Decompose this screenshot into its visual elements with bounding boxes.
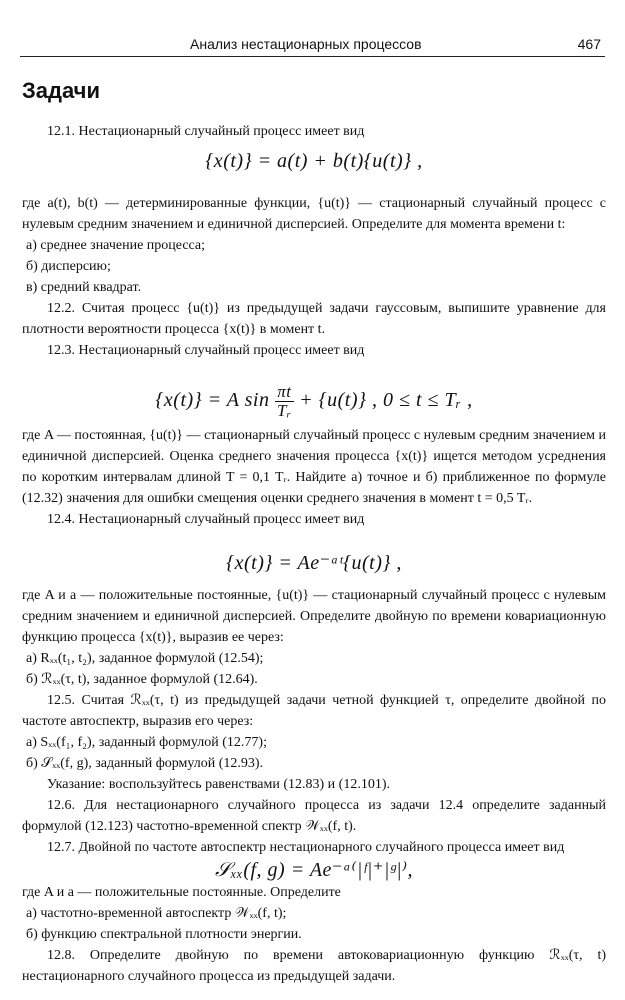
formula-12-3-denominator: Tᵣ bbox=[277, 401, 292, 420]
problem-12-2-text: 12.2. Считая процесс {u(t)} из предыдущей задачи гауссовым, выпишите уравнение для плотности вероятности процесса {x(t)} в момент t. bbox=[22, 301, 606, 337]
list-item: б) функцию спектральной плотности энергии. bbox=[26, 927, 302, 942]
formula-12-3-left: {x(t)} = A sin bbox=[155, 389, 270, 412]
list-item: б) 𝒮ₓₓ(f, g), заданный формулой (12.93). bbox=[26, 756, 264, 771]
problem-12-4-intro: 12.4. Нестационарный случайный процесс имеет вид bbox=[47, 512, 365, 527]
list-item: б) ℛₓₓ(τ, t), заданное формулой (12.64). bbox=[26, 672, 258, 687]
problem-12-3-text: где A — постоянная, {u(t)} — стационарный случайный процесс с нулевым средним значением и единичной дисперсией. Оценка среднего значения процесса {x(t)} ищется методом усреднения по коротким интервалам длиной T = 0,1 Tᵣ. Найдите а) точное и б) приближенное по формуле (12.32) значения для ошибки смещения оценки среднего значения в момент t = 0,5 Tᵣ. bbox=[22, 428, 606, 506]
formula-12-3-fraction bbox=[275, 383, 294, 420]
problem-12-7-body bbox=[22, 882, 606, 987]
formula-12-4: {x(t)} = Ae⁻ᵃᵗ{u(t)} , bbox=[226, 552, 402, 574]
formula-12-1: {x(t)} = a(t) + b(t){u(t)} , bbox=[205, 150, 423, 172]
problem-12-3-intro: 12.3. Нестационарный случайный процесс имеет вид bbox=[47, 343, 365, 358]
list-item: а) частотно-временной автоспектр 𝒲ₓₓ(f, t); bbox=[26, 906, 287, 921]
problem-12-4-text: где A и a — положительные постоянные, {u(t)} — стационарный случайный процесс с нулевым средним значением и единичной дисперсией. Определите двойную по времени ковариационную функцию процесса {x(t)}, выразив ее через: bbox=[22, 588, 606, 645]
running-head-title: Анализ нестационарных процессов bbox=[190, 36, 422, 52]
list-item: а) среднее значение процесса; bbox=[26, 238, 206, 253]
problem-12-1-body bbox=[22, 193, 606, 361]
problem-12-1-intro bbox=[22, 121, 606, 142]
list-item: а) Rₓₓ(t₁, t₂), заданное формулой (12.54); bbox=[26, 651, 264, 666]
list-item: в) средний квадрат. bbox=[26, 280, 142, 295]
running-head bbox=[20, 36, 605, 57]
problem-12-1-text: где a(t), b(t) — детерминированные функции, {u(t)} — стационарный случайный процесс с нулевым средним значением и единичной дисперсией. Определите для момента времени t: bbox=[22, 196, 606, 232]
page-number: 467 bbox=[577, 36, 601, 52]
problem-12-8-text: 12.8. Определите двойную по времени автоковариационную функцию ℛₓₓ(τ, t) нестационарного случайного процесса из предыдущей задачи. bbox=[22, 948, 606, 984]
list-item: б) дисперсию; bbox=[26, 259, 111, 274]
problem-12-3-body bbox=[22, 425, 606, 530]
formula-12-3-right: + {u(t)} , 0 ≤ t ≤ Tᵣ , bbox=[299, 389, 473, 412]
problem-12-6-text: 12.6. Для нестационарного случайного процесса из задачи 12.4 определите заданный формулой (12.123) частотно-временной спектр 𝒲ₓₓ(f, t). bbox=[22, 798, 606, 834]
section-title: Задачи bbox=[22, 78, 100, 103]
formula-12-3-numerator: πt bbox=[275, 383, 294, 402]
problem-12-1-intro-text: 12.1. Нестационарный случайный процесс имеет вид bbox=[47, 124, 365, 139]
formula-12-3 bbox=[22, 383, 606, 420]
problem-12-5-text: 12.5. Считая ℛₓₓ(τ, t) из предыдущей задачи четной функцией τ, определите двойной по частоте автоспектр, выразив его через: bbox=[22, 693, 606, 729]
problem-12-5-hint: Указание: воспользуйтесь равенствами (12.83) и (12.101). bbox=[47, 777, 390, 792]
list-item: а) Sₓₓ(f₁, f₂), заданный формулой (12.77); bbox=[26, 735, 267, 750]
formula-12-7: 𝒮ₓₓ(f, g) = Ae⁻ᵃ⁽|ᶠ|⁺|ᵍ|⁾, bbox=[214, 859, 414, 881]
problem-12-4-body bbox=[22, 585, 606, 858]
problem-12-7-intro: 12.7. Двойной по частоте автоспектр нестационарного случайного процесса имеет вид bbox=[47, 840, 565, 855]
problem-12-7-text: где A и a — положительные постоянные. Определите bbox=[22, 885, 341, 900]
